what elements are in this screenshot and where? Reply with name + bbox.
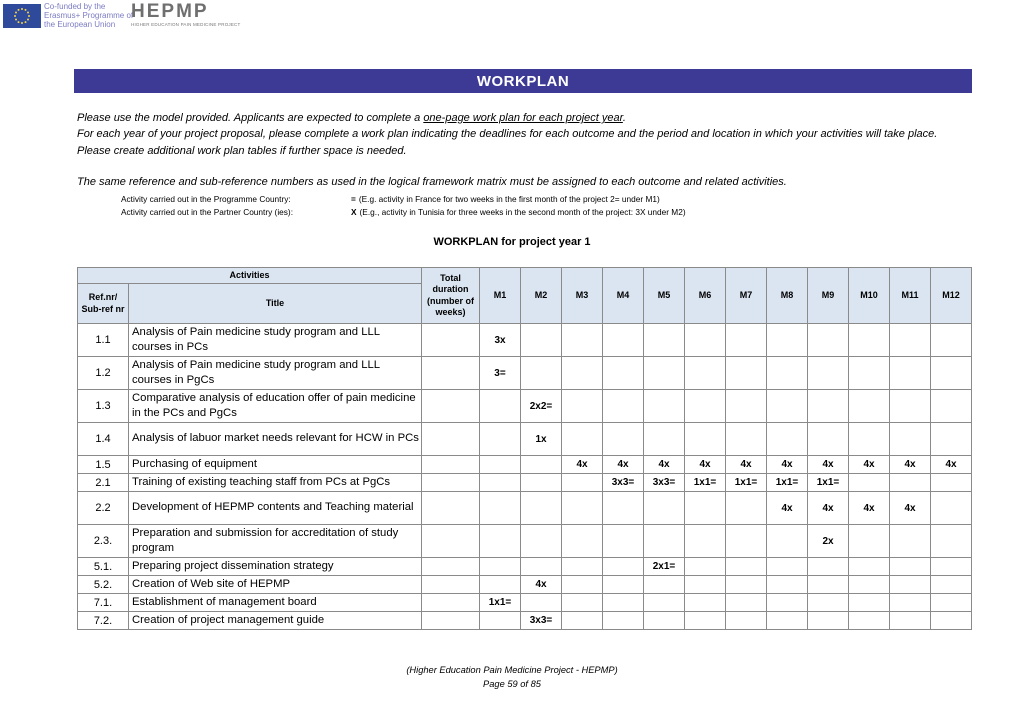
month-cell [480,456,521,474]
month-cell: 4x [767,492,808,525]
intro-line-1-end: . [622,112,626,124]
month-cell: 2x [808,525,849,558]
month-cell [480,492,521,525]
page-number: Page 59 of 85 [483,679,541,689]
month-cell [890,390,931,423]
month-cell [480,558,521,576]
month-cell [562,492,603,525]
month-cell [562,324,603,357]
month-cell [726,558,767,576]
month-cell: 3= [480,357,521,390]
month-cell [890,612,931,630]
month-cell [685,558,726,576]
legend-symbol: X [351,207,357,217]
month-cell [521,357,562,390]
month-cell [644,390,685,423]
title-cell: Creation of project management guide [129,612,422,630]
month-cell [931,594,972,612]
month-cell [931,474,972,492]
table-row [78,525,972,558]
month-cell [480,525,521,558]
month-cell [685,492,726,525]
hepmp-logo: HEPMP [131,1,209,22]
duration-cell [422,324,480,357]
month-cell: 3x3= [521,612,562,630]
month-cell [521,525,562,558]
month-cell [603,612,644,630]
intro-line-1-start: Please use the model provided. Applicants are expected to complete a [77,112,424,124]
month-cell [808,576,849,594]
month-cell [644,423,685,456]
duration-cell [422,474,480,492]
month-header: M6 [685,268,726,324]
month-cell [890,423,931,456]
month-header: M8 [767,268,808,324]
month-header: M2 [521,268,562,324]
month-cell [480,612,521,630]
table-row [78,324,972,357]
month-cell [808,612,849,630]
ref-cell: 1.4 [78,423,129,456]
legend-text: (E.g. activity in France for two weeks in the first month of the project 2= under M1) [358,194,660,204]
activities-header: Activities [78,268,422,284]
month-cell [685,390,726,423]
month-cell [808,324,849,357]
month-cell [726,492,767,525]
month-cell [603,390,644,423]
month-cell [890,324,931,357]
title-cell: Analysis of Pain medicine study program and LLL courses in PgCs [129,357,422,390]
title-cell: Comparative analysis of education offer of pain medicine in the PCs and PgCs [129,390,422,423]
ref-cell: 5.1. [78,558,129,576]
month-cell [808,423,849,456]
month-cell [562,612,603,630]
month-cell: 1x1= [480,594,521,612]
month-cell [767,576,808,594]
title-cell: Creation of Web site of HEPMP [129,576,422,594]
month-cell: 2x1= [644,558,685,576]
month-cell: 3x3= [644,474,685,492]
duration-cell [422,357,480,390]
month-cell [726,357,767,390]
month-cell: 4x [808,456,849,474]
month-cell [931,423,972,456]
month-cell [849,594,890,612]
hepmp-logo-subtitle: HIGHER EDUCATION PAIN MEDICINE PROJECT [131,22,241,27]
month-cell [767,558,808,576]
month-cell [890,525,931,558]
footer-project-name: (Higher Education Pain Medicine Project - HEPMP) [406,665,618,675]
month-header: M9 [808,268,849,324]
legend-row-programme [121,193,686,206]
month-cell [644,357,685,390]
month-cell [726,324,767,357]
month-cell [931,390,972,423]
duration-cell [422,423,480,456]
month-cell [808,390,849,423]
month-cell [603,324,644,357]
intro-line-1 [77,110,967,126]
duration-header: Total duration (number of weeks) [422,268,480,324]
month-cell: 1x1= [808,474,849,492]
title-header: Title [129,284,422,324]
month-cell [890,558,931,576]
table-row [78,594,972,612]
month-cell [931,558,972,576]
month-cell [931,612,972,630]
month-cell [644,324,685,357]
month-cell [931,525,972,558]
month-cell [890,576,931,594]
legend-label: Activity carried out in the Partner Country (ies): [121,207,293,217]
ref-cell: 1.1 [78,324,129,357]
month-cell [808,594,849,612]
month-cell [685,525,726,558]
month-cell [480,474,521,492]
month-cell [931,492,972,525]
month-cell [480,423,521,456]
ref-cell: 7.1. [78,594,129,612]
table-row [78,474,972,492]
month-header: M7 [726,268,767,324]
month-cell [767,423,808,456]
month-cell [849,558,890,576]
month-cell [644,612,685,630]
month-cell [562,525,603,558]
month-cell [685,357,726,390]
duration-cell [422,390,480,423]
month-cell [521,558,562,576]
month-cell: 4x [808,492,849,525]
ref-cell: 1.3 [78,390,129,423]
title-cell: Establishment of management board [129,594,422,612]
month-cell [767,612,808,630]
title-cell: Purchasing of equipment [129,456,422,474]
month-cell [480,390,521,423]
month-cell [562,558,603,576]
month-cell [767,594,808,612]
month-cell [849,474,890,492]
month-cell: 3x [480,324,521,357]
month-cell [890,474,931,492]
workplan-body [78,324,972,630]
month-header: M1 [480,268,521,324]
month-cell: 4x [644,456,685,474]
month-cell [521,474,562,492]
month-cell [521,492,562,525]
month-cell [767,357,808,390]
month-cell [480,576,521,594]
duration-cell [422,594,480,612]
month-cell: 4x [562,456,603,474]
month-header: M5 [644,268,685,324]
title-cell: Development of HEPMP contents and Teaching material [129,492,422,525]
month-cell: 4x [890,492,931,525]
duration-cell [422,492,480,525]
month-cell [767,390,808,423]
month-cell [644,525,685,558]
page-header [0,0,260,32]
month-cell [849,390,890,423]
month-cell [726,612,767,630]
month-cell [521,324,562,357]
title-cell: Preparation and submission for accreditation of study program [129,525,422,558]
month-cell: 4x [603,456,644,474]
workplan-banner: WORKPLAN [74,69,972,93]
month-cell [644,594,685,612]
month-cell [685,576,726,594]
table-row [78,558,972,576]
month-cell [562,357,603,390]
month-cell [562,594,603,612]
month-header: M11 [890,268,931,324]
month-cell [603,423,644,456]
duration-cell [422,558,480,576]
month-cell [603,525,644,558]
month-cell [931,324,972,357]
legend [121,193,686,219]
month-cell [849,324,890,357]
page-footer [0,663,1024,691]
month-cell [931,576,972,594]
month-cell [603,594,644,612]
eu-funding-text: Co-funded by the Erasmus+ Programme of the European Union [44,2,134,29]
month-cell [726,390,767,423]
table-row [78,357,972,390]
month-header: M10 [849,268,890,324]
month-cell [644,576,685,594]
ref-cell: 5.2. [78,576,129,594]
month-cell: 4x [521,576,562,594]
title-cell: Preparing project dissemination strategy [129,558,422,576]
ref-cell: 2.3. [78,525,129,558]
month-header: M4 [603,268,644,324]
month-cell [562,576,603,594]
month-cell [849,525,890,558]
legend-symbol: = [351,194,356,204]
ref-header: Ref.nr/ Sub-ref nr [78,284,129,324]
month-cell [562,423,603,456]
month-cell [603,492,644,525]
month-cell [685,324,726,357]
table-row [78,456,972,474]
duration-cell [422,456,480,474]
month-cell [521,456,562,474]
month-cell: 1x [521,423,562,456]
month-cell [767,324,808,357]
month-cell: 4x [849,456,890,474]
month-cell [603,357,644,390]
workplan-table [77,267,972,630]
legend-label: Activity carried out in the Programme Country: [121,194,291,204]
intro-line-1-underlined: one-page work plan for each project year [423,112,623,124]
month-cell: 4x [849,492,890,525]
month-cell [562,390,603,423]
month-cell [808,357,849,390]
legend-row-partner [121,206,686,219]
ref-cell: 7.2. [78,612,129,630]
duration-cell [422,525,480,558]
title-cell: Training of existing teaching staff from PCs at PgCs [129,474,422,492]
intro-text [77,110,967,159]
table-row [78,492,972,525]
month-cell: 4x [767,456,808,474]
table-row [78,576,972,594]
duration-cell [422,612,480,630]
month-cell [726,594,767,612]
eu-flag-icon [3,4,41,28]
reference-note: The same reference and sub-reference numbers as used in the logical framework matrix must be assigned to each outcome and related activities. [77,176,787,188]
month-cell [931,357,972,390]
ref-cell: 1.2 [78,357,129,390]
month-cell [644,492,685,525]
month-cell [849,576,890,594]
month-cell: 3x3= [603,474,644,492]
month-cell [849,423,890,456]
month-cell: 2x2= [521,390,562,423]
month-cell [849,357,890,390]
month-cell [849,612,890,630]
month-cell: 1x1= [767,474,808,492]
title-cell: Analysis of labuor market needs relevant for HCW in PCs [129,423,422,456]
month-cell [521,594,562,612]
legend-text: (E.g., activity in Tunisia for three weeks in the second month of the project: 3X under M2) [359,207,686,217]
month-cell [603,576,644,594]
intro-line-2: For each year of your project proposal, please complete a work plan indicating the deadlines for each outcome and the period and location in which your activities will take place. Please create additional work plan tables if further space is needed. [77,128,938,157]
month-cell [890,357,931,390]
month-cell: 4x [931,456,972,474]
month-cell [603,558,644,576]
month-cell: 4x [726,456,767,474]
month-cell: 4x [890,456,931,474]
table-row [78,612,972,630]
ref-cell: 1.5 [78,456,129,474]
month-cell [562,474,603,492]
ref-cell: 2.1 [78,474,129,492]
month-cell: 4x [685,456,726,474]
month-header: M3 [562,268,603,324]
table-row [78,423,972,456]
month-cell [767,525,808,558]
month-cell [685,423,726,456]
month-cell: 1x1= [685,474,726,492]
table-title: WORKPLAN for project year 1 [433,236,591,248]
month-cell [808,558,849,576]
month-cell [685,612,726,630]
month-cell [726,525,767,558]
month-header: M12 [931,268,972,324]
month-cell: 1x1= [726,474,767,492]
month-cell [726,423,767,456]
month-cell [890,594,931,612]
ref-cell: 2.2 [78,492,129,525]
duration-cell [422,576,480,594]
month-cell [685,594,726,612]
month-cell [726,576,767,594]
title-cell: Analysis of Pain medicine study program and LLL courses in PCs [129,324,422,357]
table-row [78,390,972,423]
